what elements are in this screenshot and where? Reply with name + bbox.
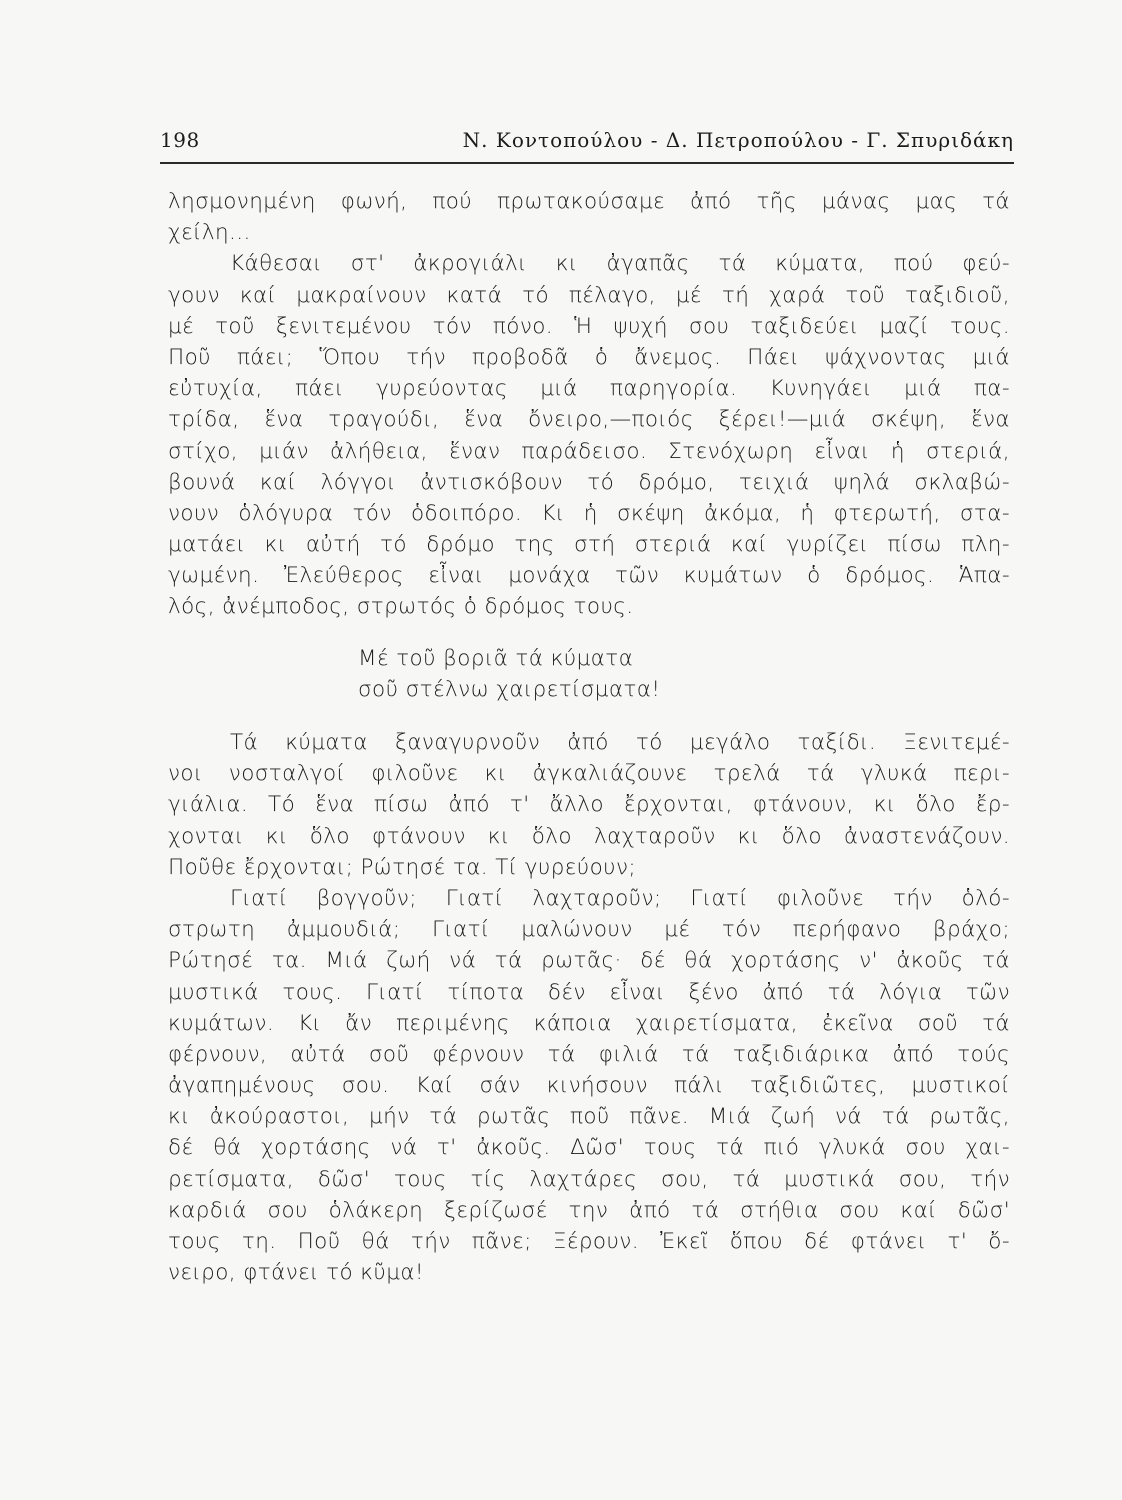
text-line: ματάει κι αὐτή τό δρόμο της στή στεριά καί γυρίζει πίσω πλη- [168, 532, 1010, 558]
text-line: Τά κύματα ξαναγυρνοῦν ἀπό τό μεγάλο ταξίδι. Ξενιτεμέ- [230, 730, 1010, 755]
text-line: μέ τοῦ ξενιτεμένου τόν πόνο. Ἡ ψυχή σου ταξιδεύει μαζί τους. [168, 313, 1010, 339]
verse-line: σοῦ στέλνω χαιρετίσματα! [358, 676, 661, 702]
paragraph [168, 248, 1010, 622]
text-line: καρδιά σου ὁλάκερη ξερίζωσέ την ἀπό τά στήθια σου καί δῶσ' [168, 1197, 1010, 1223]
text-line: ρετίσματα, δῶσ' τους τίς λαχτάρες σου, τά μυστικά σου, τήν [168, 1166, 1010, 1192]
text-line: νοι νοσταλγοί φιλοῦνε κι ἀγκαλιάζουνε τρελά τά γλυκά περι- [168, 761, 1010, 787]
text-line: λησμονημένη φωνή, πού πρωτακούσαμε ἀπό τῆς μάνας μας τά [168, 189, 1010, 214]
verse-line: Μέ τοῦ βοριᾶ τά κύματα [358, 645, 634, 671]
text-line: νουν ὁλόγυρα τόν ὁδοιπόρο. Κι ἡ σκέψη ἀκόμα, ἡ φτερωτή, στα- [168, 500, 1010, 526]
paragraph [168, 727, 1010, 883]
body-text [168, 186, 1010, 1288]
text-line: τρίδα, ἕνα τραγούδι, ἕνα ὄνειρο,—ποιός ξέρει!—μιά σκέψη, ἕνα [168, 407, 1010, 433]
text-line: Γιατί βογγοῦν; Γιατί λαχταροῦν; Γιατί φιλοῦνε τήν ὁλό- [230, 885, 1010, 911]
text-line: γιάλια. Τό ἕνα πίσω ἀπό τ' ἄλλο ἔρχονται, φτάνουν, κι ὅλο ἔρ- [168, 792, 1010, 818]
text-line: χείλη... [168, 220, 251, 246]
text-line: βουνά καί λόγγοι ἀντισκόβουν τό δρόμο, τειχιά ψηλά σκλαβώ- [168, 469, 1010, 495]
text-line: φέρνουν, αὐτά σοῦ φέρνουν τά φιλιά τά ταξιδιάρικα ἀπό τούς [168, 1041, 1010, 1067]
text-line: Ποῦθε ἔρχονται; Ρώτησέ τα. Τί γυρεύουν; [168, 854, 637, 880]
text-line: κυμάτων. Κι ἄν περιμένης κάποια χαιρετίσματα, ἐκεῖνα σοῦ τά [168, 1010, 1010, 1036]
page-header [160, 122, 1014, 164]
text-line: γουν καί μακραίνουν κατά τό πέλαγο, μέ τή χαρά τοῦ ταξιδιοῦ, [168, 282, 1010, 308]
text-line: στρωτη ἀμμουδιά; Γιατί μαλώνουν μέ τόν περήφανο βράχο; [168, 917, 1010, 943]
text-line: γωμένη. Ἐλεύθερος εἶναι μονάχα τῶν κυμάτων ὁ δρόμος. Ἁπα- [168, 563, 1010, 589]
text-line: εὐτυχία, πάει γυρεύοντας μιά παρηγορία. Κυνηγάει μιά πα- [168, 376, 1010, 402]
text-line: ἀγαπημένους σου. Καί σάν κινήσουν πάλι ταξιδιῶτες, μυστικοί [168, 1073, 1010, 1099]
text-line: Ποῦ πάει; Ὅπου τήν προβοδᾶ ὁ ἄνεμος. Πάει ψάχνοντας μιά [168, 344, 1010, 370]
running-head: Ν. Κοντοπούλου - Δ. Πετροπούλου - Γ. Σπυριδάκη [462, 128, 1014, 152]
text-line: στίχο, μιάν ἀλήθεια, ἕναν παράδεισο. Στενόχωρη εἶναι ἡ στεριά, [168, 438, 1010, 464]
text-line: δέ θά χορτάσης νά τ' ἀκοῦς. Δῶσ' τους τά πιό γλυκά σου χαι- [168, 1135, 1010, 1161]
text-line: κι ἀκούραστοι, μήν τά ρωτᾶς ποῦ πᾶνε. Μιά ζωή νά τά ρωτᾶς, [168, 1104, 1010, 1130]
text-line: λός, ἀνέμποδος, στρωτός ὁ δρόμος τους. [168, 594, 634, 620]
text-line: τους τη. Ποῦ θά τήν πᾶνε; Ξέρουν. Ἐκεῖ ὅπου δέ φτάνει τ' ὄ- [168, 1229, 1010, 1254]
text-line: μυστικά τους. Γιατί τίποτα δέν εἶναι ξένο ἀπό τά λόγια τῶν [168, 979, 1010, 1005]
text-line: νειρο, φτάνει τό κῦμα! [168, 1260, 424, 1286]
text-line: χονται κι ὅλο φτάνουν κι ὅλο λαχταροῦν κι ὅλο ἀναστενάζουν. [168, 823, 1010, 849]
verse-couplet [168, 643, 1010, 705]
paragraph [168, 883, 1010, 1288]
text-line: Ρώτησέ τα. Μιά ζωή νά τά ρωτᾶς· δέ θά χορτάσης ν' ἀκοῦς τά [168, 948, 1010, 974]
page-number: 198 [160, 128, 200, 152]
text-line: Κάθεσαι στ' ἀκρογιάλι κι ἀγαπᾶς τά κύματα, πού φεύ- [230, 251, 1010, 277]
paragraph [168, 186, 1010, 248]
